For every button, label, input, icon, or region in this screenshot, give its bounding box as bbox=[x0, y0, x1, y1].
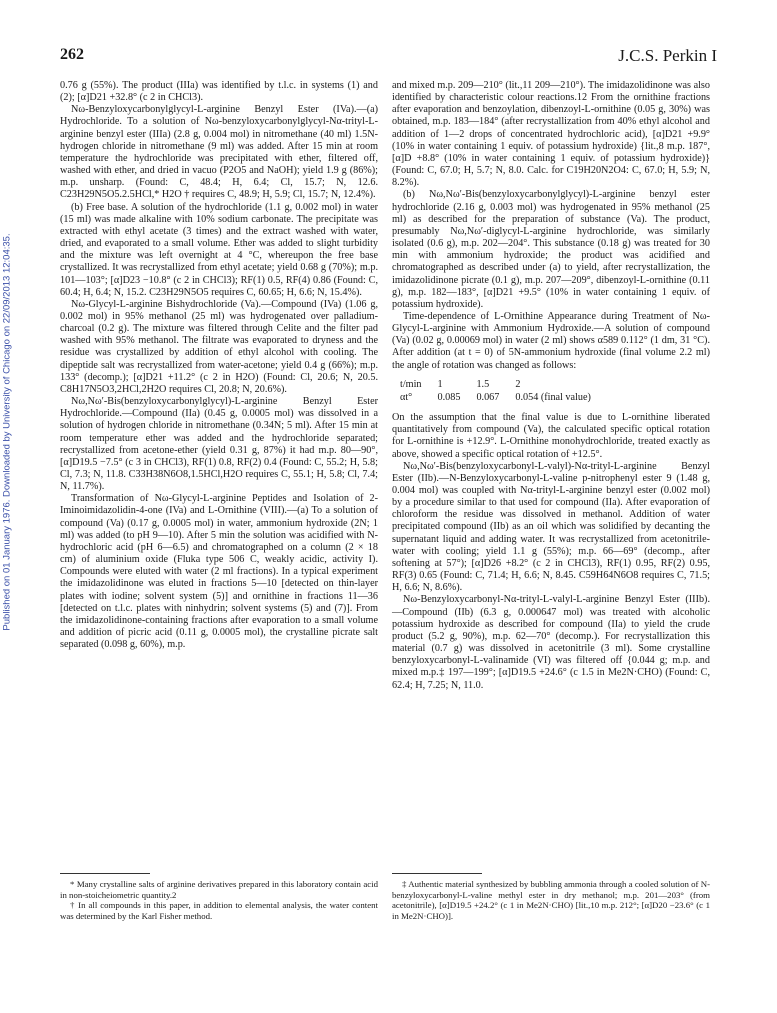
paragraph: (b) Nω,Nω′-Bis(benzyloxycarbonylglycyl)-L-arginine benzyl ester hydrochloride (2.16 g, 0.003 mol) was hydrogenated in 95% methanol (25 ml) as described for the preparation of substance (Va). The product, presumably Nω,Nω′-diglycyl-L-arginine hydrochloride, was similarly isolated (0.6 g), m.p. 202—204°. This substance (0.18 g) was treated for 30 min with ammonium hydroxide; the product was acidified and chromatographed as described under (a) to yield, after recrystallization, the imidazolidinone picrate (0.1 g), m.p. 207—209°, dibenzoyl-L-ornithine (0.11 g), m.p. 182—183°, [α]D21 +9.5° (10% in water containing 1 equiv. of potassium hydroxide). bbox=[392, 189, 710, 310]
table-cell: 2 bbox=[515, 378, 521, 390]
page-header bbox=[60, 46, 717, 68]
paragraph: Nω,Nω′-Bis(benzyloxycarbonyl-L-valyl)-Nα-trityl-L-arginine Benzyl Ester (IIb).—N-Benzyloxycarbonyl-L-valine p-nitrophenyl ester 9 (1.48 g, 0.004 mol) was coupled with Nα-trityl-L-arginine benzyl ester (0.002 mol) by a procedure similar to that used for compound (IIa). After evaporation of chloroform the residue was dissolved in methanol. Addition of water precipitated compound (IIb) as an oil which was solidified by decanting the supernatant liquid and adding water. It was recrystallized from acetonitrile-water with cooling; yield 1.1 g (55%); m.p. 66—69° (decomp., after softening at 57°); [α]D26 +8.2° (c 2 in CHCl3), RF(1) 0.95, RF(2) 0.95, RF(3) 0.65 (Found: C, 71.4; H, 6.6; N, 8.45. C59H64N6O8 requires C, 71.5; H, 6.6; N, 8.6%). bbox=[392, 460, 710, 594]
paragraph: Nω-Benzyloxycarbonylglycyl-L-arginine Benzyl Ester (IVa).—(a) Hydrochloride. To a solution of Nω-benzyloxycarbonylglycyl-Nα-trityl-L-arginine benzyl ester (IIIa) (2.8 g, 0.004 mol) in nitromethane (40 ml) 1.5N-hydrogen chloride in nitromethane (9 ml) was added. After 15 min at room temperature the hydrochloride was precipitated with ether, filtered off, washed with ether, and dried in vacuo (P2O5 and NaOH); yield 1.9 g (86%); m.p. unsharp. (Found: C, 48.4; H, 6.4; Cl, 15.7; N, 12.6. C23H29N5O5.2.5HCl,* H2O † requires C, 48.9; H, 5.9; Cl, 15.7; N, 12.4%). bbox=[60, 104, 378, 201]
download-watermark bbox=[0, 212, 14, 652]
paragraph: Nω-Benzyloxycarbonyl-Nα-trityl-L-valyl-L-arginine Benzyl Ester (IIIb).—Compound (IIb) (6.3 g, 0.000647 mol) was treated with alcoholic potassium hydroxide as described for compound (IIa) to yield the crude product (5.2 g, 90%), m.p. 62—70° (decomp.). For recrystallization this material (0.7 g) was dissolved in acetonitrile (3 ml). Some crystalline benzyloxycarbonyl-L-valinamide (VI) was filtered off {0.044 g; m.p. and mixed m.p.‡ 197—199°; [α]D19.5 +24.6° (c 1.5 in Me2N·CHO) (Found: C, 62.4; H, 7.25; N, 11.0. bbox=[392, 594, 710, 691]
paragraph: On the assumption that the final value is due to L-ornithine liberated quantitatively from compound (Va), the calculated specific optical rotation for L-ornithine is +12.9°. L-Ornithine monohydrochloride, treated exactly as above, showed a specific optical rotation of +12.5°. bbox=[392, 412, 710, 460]
table-cell: 0.054 (final value) bbox=[515, 391, 591, 403]
right-column bbox=[392, 80, 710, 692]
footnote-rule bbox=[392, 873, 482, 874]
paragraph: Transformation of Nω-Glycyl-L-arginine Peptides and Isolation of 2-Iminoimidazolidin-4-one (IVa) and L-Ornithine (VIII).—(a) To a solution of compound (Va) (0.17 g, 0.0005 mol) in water, ammonium hydroxide (2N; 1 ml) was added (to pH 9—10). After 5 min the solution was acidified with N-hydrochloric acid (pH 6—6.5) and chromatographed on a column (2 × 18 cm) of aluminium oxide (Fluka type 506 C, weakly acidic, activity I). Compounds were eluted with water (2 ml fractions). In a typical experiment the imidazolidinone was eluted in fractions 5—10 [detected on thin-layer plates with iodine; solvent system (5)] and ornithine in fractions 11—36 [detected on t.l.c. plates with ninhydrin; solvent systems (5) and (7)]. From the imidazolidinone-containing fractions after evaporation to a small volume and addition of picric acid (0.11 g, 0.0005 mol), the crystalline picrate salt separated (0.098 g, 60%), m.p. bbox=[60, 493, 378, 651]
footnote: † In all compounds in this paper, in addition to elemental analysis, the water content was determined by the Karl Fisher method. bbox=[60, 900, 378, 921]
table-cell: 0.067 bbox=[476, 391, 500, 403]
journal-name: J.C.S. Perkin I bbox=[618, 46, 717, 65]
paragraph: (b) Free base. A solution of the hydrochloride (1.1 g, 0.002 mol) in water (15 ml) was made alkaline with 10% sodium carbonate. The precipitate was extracted with ethyl acetate (3 times) and the extract washed with water, dried, and evaporated to a small volume. Ether was added to slight turbidity and the mixture was left overnight at 4 °C, whereupon the free base crystallized. It was recrystallized from ethyl acetate; yield 0.68 g (70%); m.p. 101—103°; [α]D23 −10.8° (c 2 in CHCl3); RF(1) 0.5, RF(4) 0.86 (Found: C, 60.4; H, 6.4; N, 15.2. C23H29N5O5 requires C, 60.65; H, 6.6; N, 15.4%). bbox=[60, 201, 378, 298]
paragraph: Nω,Nω′-Bis(benzyloxycarbonylglycyl)-L-arginine Benzyl Ester Hydrochloride.—Compound (IIa) (0.45 g, 0.0005 mol) was dissolved in a solution of hydrogen chloride in nitromethane (0.34N; 5 ml). After 15 min at room temperature ether was added and the hydrochloride separated; recrystallized from acetone-ether (yield 0.31 g, 87%) it had m.p. 80—90°, [α]D19.5 −7.5° (c 3 in CHCl3), RF(1) 0.8, RF(2) 0.4 (Found: C, 55.2; H, 5.8; Cl, 7.3; N, 11.8. C33H38N6O8,1.5HCl,H2O requires C, 55.1; H, 5.8; Cl, 7.4; N, 11.7%). bbox=[60, 396, 378, 493]
rotation-table bbox=[400, 379, 607, 405]
row-label-alpha: αt° bbox=[400, 391, 413, 403]
footnotes-left bbox=[60, 879, 378, 921]
page-number: 262 bbox=[60, 46, 84, 63]
table-cell: 1 bbox=[437, 378, 443, 390]
footnote: ‡ Authentic material synthesized by bubbling ammonia through a cooled solution of N-benzyloxycarbonyl-L-valine methyl ester in dry methanol; m.p. 201—203° (from acetonitrile), [α]D19.5 +24.2° (c 1 in Me2N·CHO) [lit.,10 m.p. 212°; [α]D20 −23.6° (c 1 in Me2N·CHO)]. bbox=[392, 879, 710, 921]
row-label-time: t/min bbox=[400, 378, 422, 390]
left-column bbox=[60, 80, 378, 651]
paragraph: and mixed m.p. 209—210° (lit.,11 209—210°). The imidazolidinone was also identified by characteristic colour reactions.12 From the ornithine fractions after evaporation and benzoylation, dibenzoyl-L-ornithine (0.05 g, 30%) was obtained, m.p. 183—184° (after recrystallization from 40% ethyl alcohol and addition of 1—2 drops of concentrated hydrochloric acid), [α]D21 +9.9° (10% in water containing 1 equiv. of potassium hydroxide) {lit.,8 m.p. 187°, [α]D +8.8° (10% in water containing 1 equiv. of potassium hydroxide)} (Found: C, 67.0; H, 5.7; N, 8.0. Calc. for C19H20N2O4: C, 67.0; H, 5.9; N, 8.2%). bbox=[392, 80, 710, 189]
paragraph: Nω-Glycyl-L-arginine Bishydrochloride (Va).—Compound (IVa) (1.06 g, 0.002 mol) in 95% methanol (25 ml) was hydrogenated over palladium-charcoal (0.2 g). The mixture was filtered through Celite and the filter pad washed with 95% methanol. The filtrate was evaporated to dryness and the residue was crystallized by addition of ethyl alcohol with cooling. The dipeptide salt was recrystallized from water-acetone; yield 0.4 g (66%); m.p. 133° (decomp.); [α]D21 +11.2° (c 2 in H2O) (Found: Cl, 20.6; N, 20.5. C8H17N5O3,2HCl,2H2O requires Cl, 20.8; N, 20.6%). bbox=[60, 298, 378, 395]
table-cell: 0.085 bbox=[437, 391, 461, 403]
download-note: Published on 01 January 1976. Downloaded by University of Chicago on 22/09/2013 12:04:35. bbox=[1, 233, 13, 631]
footnotes-right bbox=[392, 879, 710, 921]
paragraph: Time-dependence of L-Ornithine Appearance during Treatment of Nω-Glycyl-L-arginine with Ammonium Hydroxide.—A solution of compound (Va) (0.02 g, 0.00069 mol) in water (2 ml) shows α589 0.112° (1 dm, 31 °C). After addition (at t = 0) of 5N-ammonium hydroxide (final volume 2.2 ml) the angle of rotation was changed as follows: bbox=[392, 310, 710, 371]
paragraph: 0.76 g (55%). The product (IIIa) was identified by t.l.c. in systems (1) and (2); [α]D21 +32.8° (c 2 in CHCl3). bbox=[60, 80, 378, 104]
footnote-rule bbox=[60, 873, 150, 874]
table-cell: 1.5 bbox=[476, 378, 490, 390]
table-row bbox=[400, 379, 607, 392]
table-row bbox=[400, 392, 607, 405]
footnote: * Many crystalline salts of arginine derivatives prepared in this laboratory contain acid in non-stoicheiometric quantity.2 bbox=[60, 879, 378, 900]
